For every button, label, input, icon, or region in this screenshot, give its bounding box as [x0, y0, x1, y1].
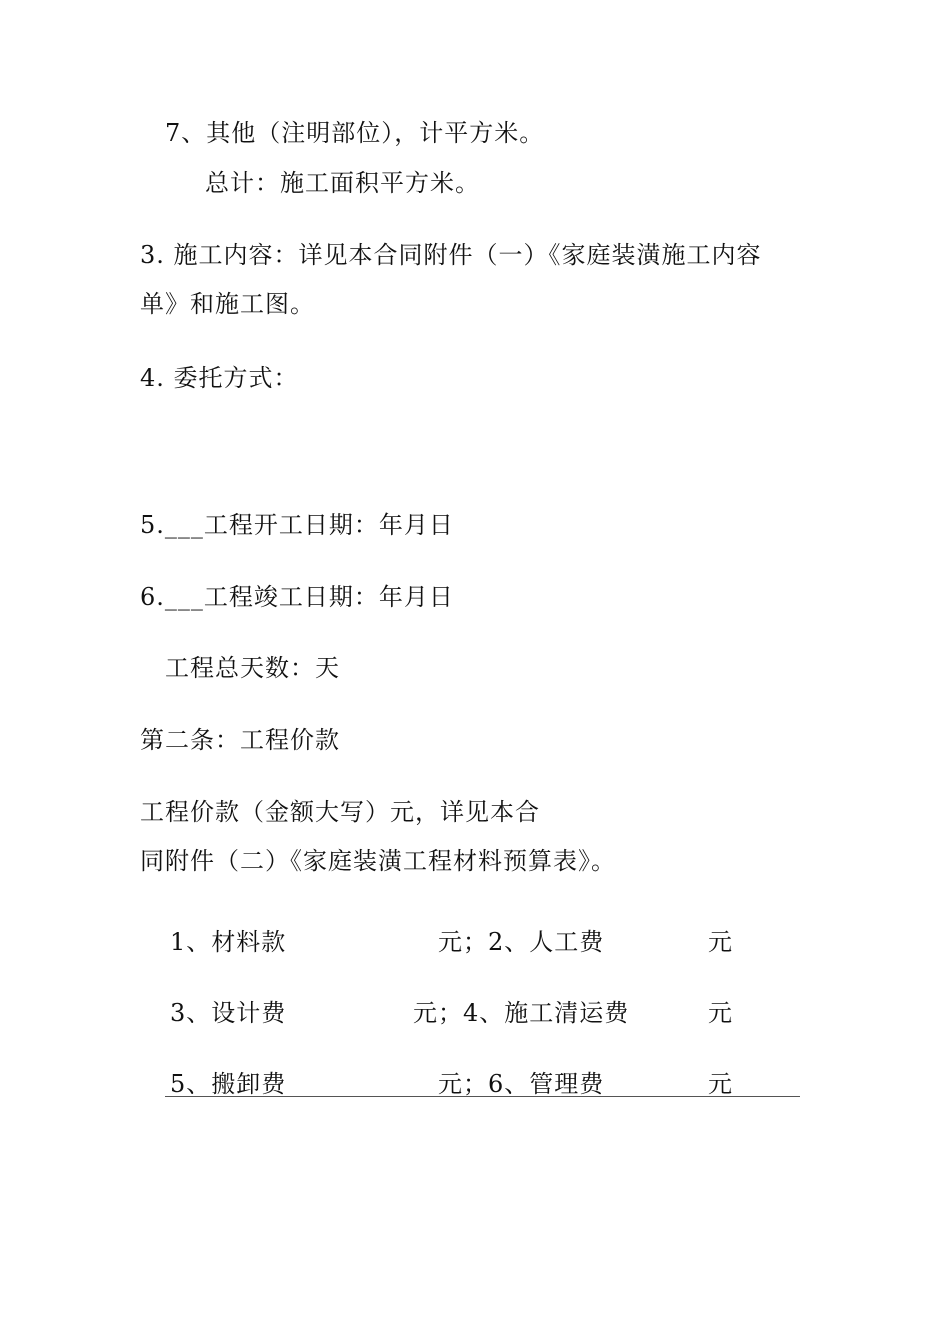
fee-management-unit: 元: [708, 1070, 733, 1098]
construction-content-line-2: 单》和施工图。: [140, 290, 315, 318]
construction-content-line-1: 3. 施工内容：详见本合同附件（一）《家庭装潢施工内容: [140, 241, 762, 269]
fee-moving: 5、搬卸费: [170, 1070, 287, 1098]
fee-design: 3、设计费: [170, 999, 287, 1027]
price-line-1: 工程价款（金额大写）元，详见本合: [140, 798, 540, 826]
entrust-method-line: 4. 委托方式：: [140, 364, 299, 392]
total-area-line: 总计：施工面积平方米。: [205, 169, 480, 197]
fee-management: 元；6、管理费: [438, 1070, 605, 1098]
fee-cleanup: 元；4、施工清运费: [413, 999, 630, 1027]
article-2-heading: 第二条：工程价款: [140, 726, 340, 754]
bottom-divider: [165, 1096, 800, 1097]
fee-labor-unit: 元: [708, 928, 733, 956]
fee-labor: 元；2、人工费: [438, 928, 605, 956]
fee-material: 1、材料款: [170, 928, 287, 956]
other-area-line: 7、其他（注明部位），计平方米。: [165, 119, 545, 147]
fee-cleanup-unit: 元: [708, 999, 733, 1027]
start-date-line: 5.___工程开工日期：年月日: [140, 511, 454, 539]
total-days-line: 工程总天数：天: [165, 654, 340, 682]
price-line-2: 同附件（二）《家庭装潢工程材料预算表》。: [140, 847, 616, 875]
end-date-line: 6.___工程竣工日期：年月日: [140, 583, 454, 611]
